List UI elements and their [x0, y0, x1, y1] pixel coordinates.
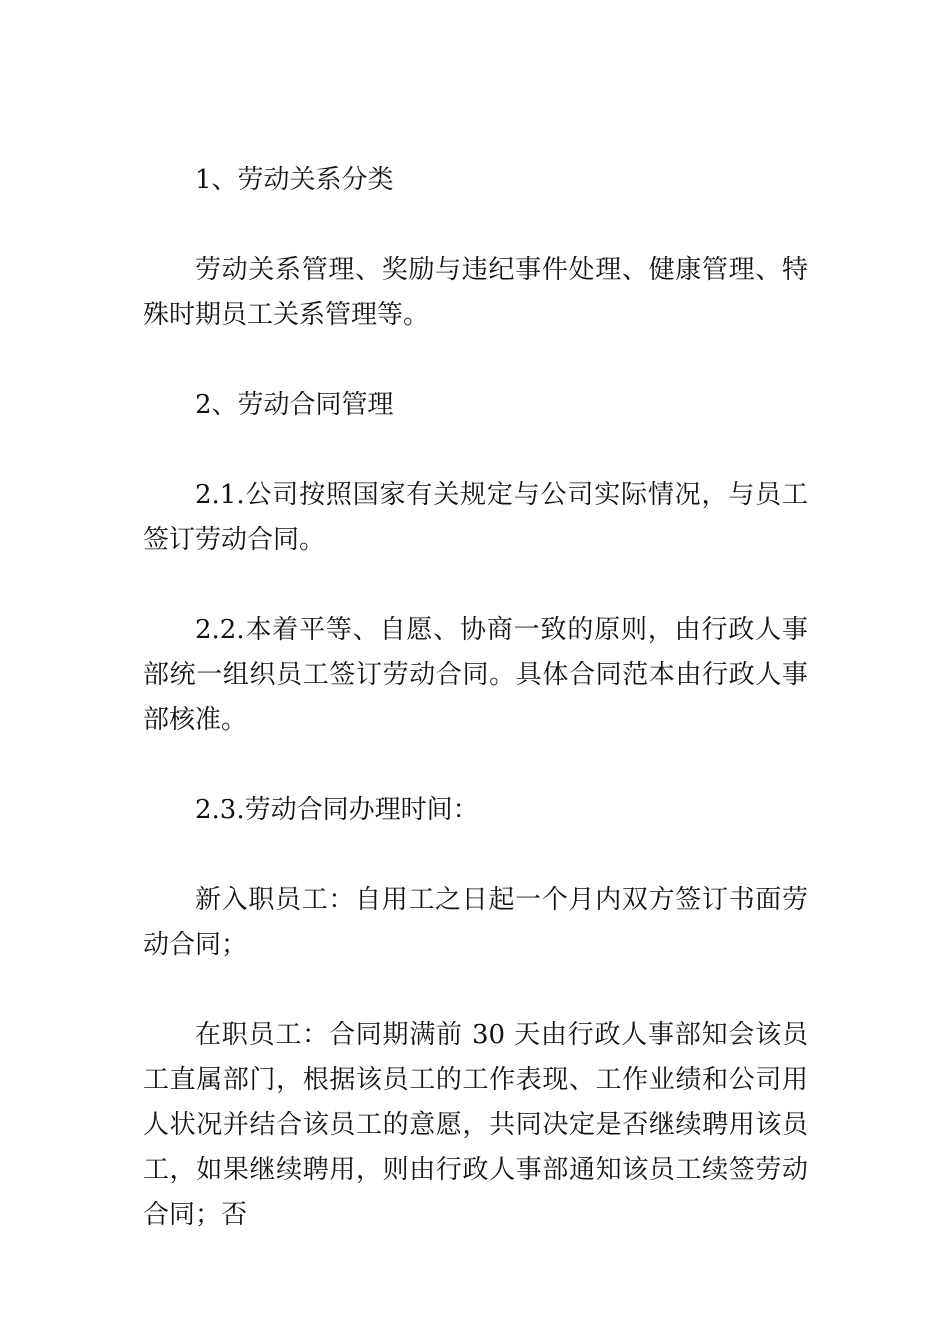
section-heading-labor-relations: 1、劳动关系分类: [195, 165, 394, 195]
paragraph-spacer: [143, 833, 808, 878]
paragraph-spacer: [143, 743, 808, 788]
paragraph-new-employees: 新入职员工：自用工之日起一个月内双方签订书面劳动合同；: [143, 885, 808, 960]
paragraph-current-employees: 在职员工：合同期满前 30 天由行政人事部知会该员工直属部门，根据该员工的工作表现、工作业绩和公司用人状况并结合该员工的意愿，共同决定是否继续聘用该员工，如果继续聘用，则由行政人事部通知该员工续签劳动合同；否: [143, 1020, 808, 1230]
clause-2-3: 2.3.劳动合同办理时间：: [195, 795, 479, 825]
paragraph-spacer: [143, 428, 808, 473]
paragraph-spacer: [143, 203, 808, 248]
document-body: [143, 158, 808, 1238]
paragraph-labor-relations-scope: 劳动关系管理、奖励与违纪事件处理、健康管理、特殊时期员工关系管理等。: [143, 255, 808, 330]
clause-2-1: 2.1.公司按照国家有关规定与公司实际情况，与员工签订劳动合同。: [143, 480, 808, 555]
clause-2-2: 2.2.本着平等、自愿、协商一致的原则，由行政人事部统一组织员工签订劳动合同。具体合同范本由行政人事部核准。: [143, 615, 808, 735]
section-heading-contract-management: 2、劳动合同管理: [195, 390, 394, 420]
paragraph-spacer: [143, 968, 808, 1013]
paragraph-spacer: [143, 338, 808, 383]
paragraph-spacer: [143, 563, 808, 608]
